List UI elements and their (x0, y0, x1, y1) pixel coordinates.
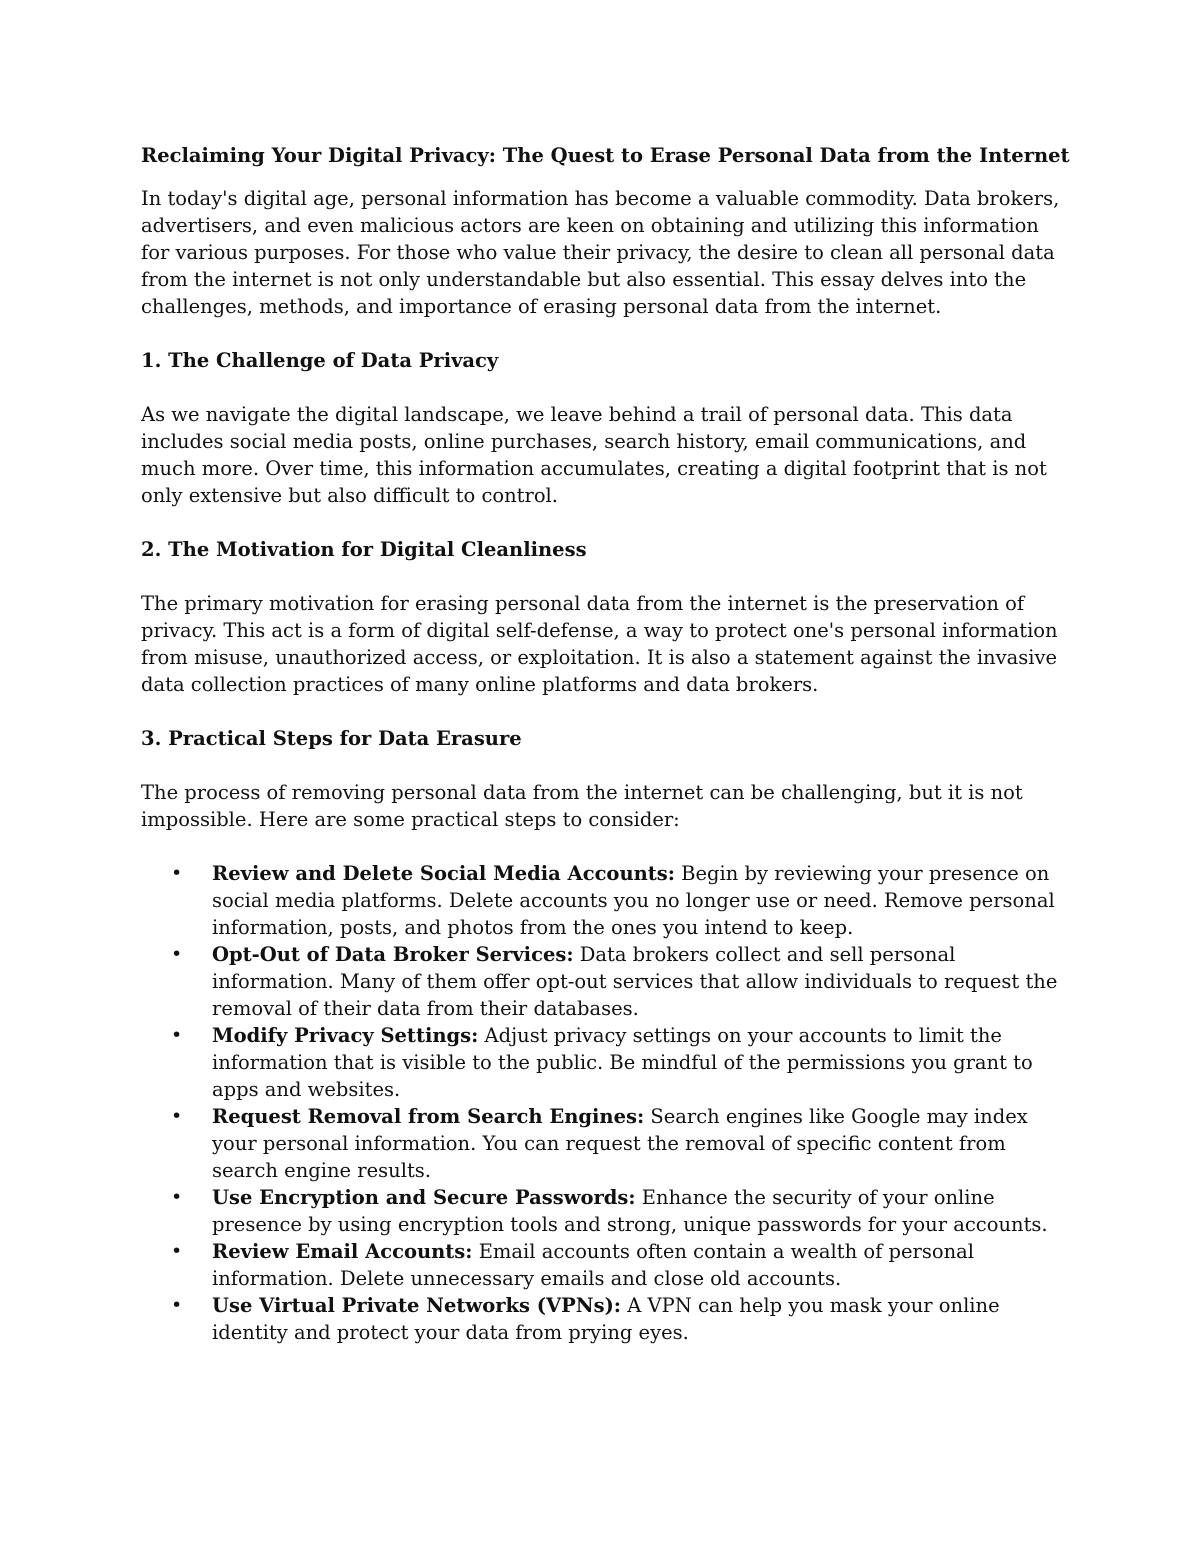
section-heading-3: 3. Practical Steps for Data Erasure (141, 727, 522, 750)
list-item-text: Data brokers collect and sell personal information. Many of them offer opt-out services that allow individuals to request the removal of their data from their databases. (212, 943, 1058, 1020)
bullet-icon: • (171, 1186, 183, 1208)
list-item-title: Modify Privacy Settings: (212, 1024, 479, 1047)
bullet-icon: • (171, 1105, 183, 1127)
list-item (141, 1103, 1066, 1184)
list-item-text: Search engines like Google may index your personal information. You can request the removal of specific content from search engine results. (212, 1105, 1028, 1182)
list-item (141, 1238, 1066, 1292)
list-item-title: Review Email Accounts: (212, 1240, 473, 1263)
list-item (141, 941, 1066, 1022)
list-item (141, 1022, 1066, 1103)
list-item-title: Review and Delete Social Media Accounts: (212, 862, 675, 885)
list-item (141, 860, 1066, 941)
bullet-icon: • (171, 943, 183, 965)
section-body-3: The process of removing personal data from the internet can be challenging, but it is not impossible. Here are some practical steps to consider: (141, 781, 1023, 831)
bullet-icon: • (171, 1024, 183, 1046)
steps-list (141, 860, 1066, 1346)
bullet-icon: • (171, 862, 183, 884)
list-item-text: Enhance the security of your online presence by using encryption tools and strong, unique passwords for your accounts. (212, 1186, 1048, 1236)
document-title: Reclaiming Your Digital Privacy: The Quest to Erase Personal Data from the Internet (141, 144, 1070, 167)
intro-paragraph: In today's digital age, personal information has become a valuable commodity. Data brokers, advertisers, and even malicious actors are keen on obtaining and utilizing this information for various purposes. For those who value their privacy, the desire to clean all personal data from the internet is not only understandable but also essential. This essay delves into the challenges, methods, and importance of erasing personal data from the internet. (141, 187, 1060, 318)
section-heading-1: 1. The Challenge of Data Privacy (141, 349, 499, 372)
bullet-icon: • (171, 1294, 183, 1316)
list-item-title: Request Removal from Search Engines: (212, 1105, 645, 1128)
document-page (141, 141, 1070, 1346)
list-item-text: A VPN can help you mask your online identity and protect your data from prying eyes. (212, 1294, 1000, 1344)
list-item (141, 1184, 1066, 1238)
list-item-text: Begin by reviewing your presence on social media platforms. Delete accounts you no longer use or need. Remove personal information, posts, and photos from the ones you intend to keep. (212, 862, 1055, 939)
list-item-text: Adjust privacy settings on your accounts to limit the information that is visible to the public. Be mindful of the permissions you grant to apps and websites. (212, 1024, 1033, 1101)
section-heading-2: 2. The Motivation for Digital Cleanliness (141, 538, 587, 561)
list-item (141, 1292, 1066, 1346)
list-item-title: Opt-Out of Data Broker Services: (212, 943, 574, 966)
list-item-title: Use Encryption and Secure Passwords: (212, 1186, 636, 1209)
bullet-icon: • (171, 1240, 183, 1262)
list-item-title: Use Virtual Private Networks (VPNs): (212, 1294, 622, 1317)
section-body-2: The primary motivation for erasing personal data from the internet is the preservation of privacy. This act is a form of digital self-defense, a way to protect one's personal information from misuse, unauthorized access, or exploitation. It is also a statement against the invasive data collection practices of many online platforms and data brokers. (141, 592, 1058, 696)
list-item-text: Email accounts often contain a wealth of personal information. Delete unnecessary emails and close old accounts. (212, 1240, 975, 1290)
section-body-1: As we navigate the digital landscape, we leave behind a trail of personal data. This data includes social media posts, online purchases, search history, email communications, and much more. Over time, this information accumulates, creating a digital footprint that is not only extensive but also difficult to control. (141, 403, 1047, 507)
